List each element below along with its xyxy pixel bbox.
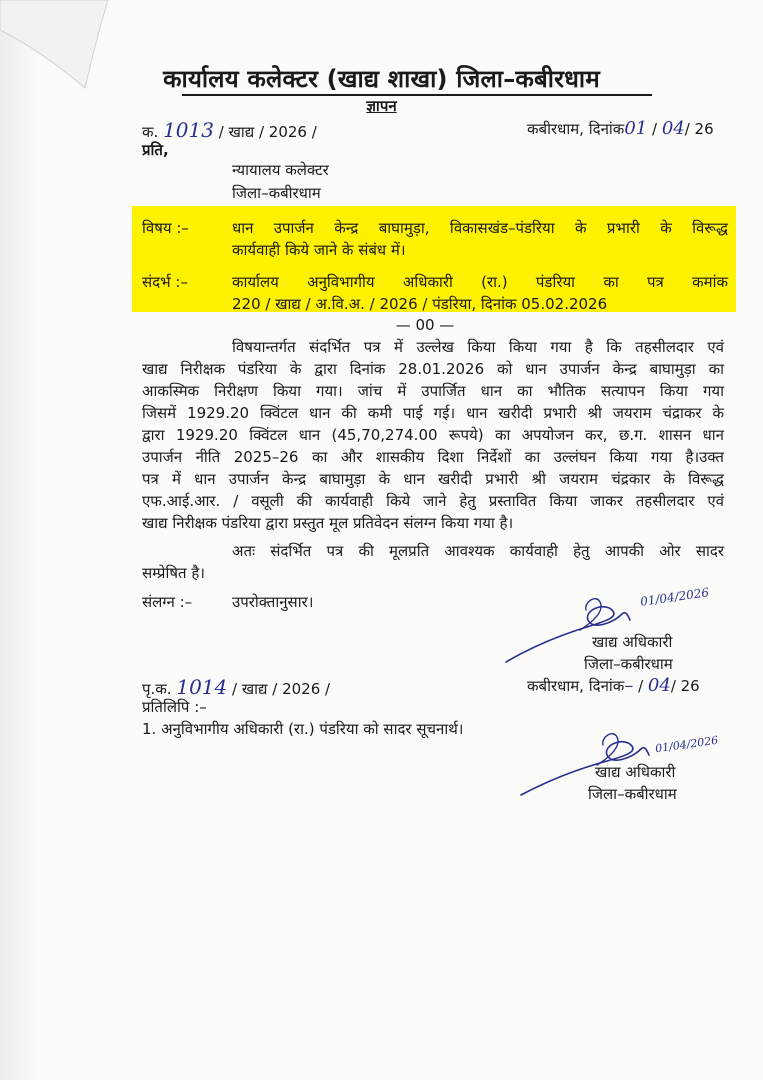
document-type: ज्ञापन bbox=[366, 97, 397, 115]
signature-1-designation: खाद्य अधिकारी bbox=[592, 633, 673, 651]
reference-date: कबीरधाम, दिनांक01 / 04/ 26 bbox=[527, 118, 714, 139]
office-title: कार्यालय कलेक्टर (खाद्य शाखा) जिला–कबीरधाम bbox=[163, 65, 600, 93]
body-line-4: जिसमें 1929.20 क्विंटल धान की कमी पाई गई। धान खरीदी प्रभारी श्री जयराम चंद्राकर के bbox=[142, 404, 724, 422]
context-label: संदर्भ :– bbox=[142, 273, 188, 291]
endorsement-place-date-label: कबीरधाम, दिनांक bbox=[527, 677, 625, 695]
context-line1: कार्यालय अनुविभागीय अधिकारी (रा.) पंडरिया का पत्र कमांक bbox=[232, 273, 728, 291]
copy-item-1: 1. अनुविभागीय अधिकारी (रा.) पंडरिया को सादर सूचनार्थ। bbox=[142, 720, 464, 738]
body-line-7: पत्र में धान उपार्जन केन्द्र बाघामुड़ा के धान खरीदी प्रभारी श्री जयराम चंद्रकार के विरूद्ध bbox=[142, 470, 724, 488]
signature-2-designation: खाद्य अधिकारी bbox=[595, 763, 676, 781]
handwritten-date-month: 04 bbox=[661, 118, 685, 139]
body-line-5: द्वारा 1929.20 क्विंटल धान (45,70,274.00 रूपये) का अपयोजन कर, छ.ग. शासन धान bbox=[142, 426, 724, 444]
endorsement-date: कबीरधाम, दिनांक– / 04/ 26 bbox=[527, 675, 700, 696]
body-line-6: उपार्जन नीति 2025–26 का और शासकीय दिशा निर्देशों का उल्लंघन किया गया है।उक्त bbox=[142, 448, 724, 466]
body-line-8: एफ.आई.आर. / वसूली की कार्यवाही किये जाने हेतु प्रस्तावित किया जाकर तहसीलदार एवं bbox=[142, 492, 724, 510]
handwritten-reference-number: 1013 bbox=[163, 118, 214, 142]
to-label: प्रति, bbox=[142, 141, 169, 159]
signature-2-date: 01/04/2026 bbox=[654, 733, 720, 756]
body-line-3: आकस्मिक निरीक्षण किया गया। जांच में उपार्जित धान का भौतिक सत्यापन किया गया bbox=[142, 382, 724, 400]
copy-label: प्रतिलिपि :– bbox=[142, 698, 207, 716]
reference-number bbox=[142, 118, 317, 142]
handwritten-endorsement-number: 1014 bbox=[176, 675, 228, 699]
closing-line-2: सम्प्रेषित है। bbox=[142, 564, 205, 582]
signature-1-district: जिला–कबीरधाम bbox=[584, 655, 673, 673]
closing-line-1: अतः संदर्भित पत्र की मूलप्रति आवश्यक कार्यवाही हेतु आपकी ओर सादर bbox=[232, 542, 724, 560]
addressee-line1: न्यायालय कलेक्टर bbox=[232, 161, 329, 179]
signature-1-date: 01/04/2026 bbox=[639, 585, 710, 609]
signature-2-district: जिला–कबीरधाम bbox=[588, 785, 677, 803]
subject-line2: कार्यवाही किये जाने के संबंध में। bbox=[232, 241, 406, 259]
scan-fold-shadow bbox=[0, 0, 40, 1080]
endorsement-prefix: पृ.क. bbox=[142, 680, 172, 698]
subject-line1: धान उपार्जन केन्द्र बाघामुड़ा, विकासखंड–पंडरिया के प्रभारी के विरूद्ध bbox=[232, 219, 728, 237]
enclosure-label: संलग्न :– bbox=[142, 593, 193, 611]
reference-prefix: क. bbox=[142, 123, 159, 141]
body-line-1: विषयान्तर्गत संदर्भित पत्र में उल्लेख किया किया गया है कि तहसीलदार एवं bbox=[232, 338, 724, 356]
date-year: / 26 bbox=[684, 120, 714, 138]
addressee-line2: जिला–कबीरधाम bbox=[232, 184, 321, 202]
endorsement-suffix: / खाद्य / 2026 / bbox=[232, 680, 331, 698]
context-line2: 220 / खाद्य / अ.वि.अ. / 2026 / पंडरिया, दिनांक 05.02.2026 bbox=[232, 295, 608, 313]
handwritten-endorsement-month: 04 bbox=[647, 675, 671, 696]
enclosure-value: उपरोक्तानुसार। bbox=[232, 593, 314, 611]
place-date-label: कबीरधाम, दिनांक bbox=[527, 120, 625, 138]
endorsement-number bbox=[142, 675, 330, 699]
separator: — 00 — bbox=[395, 316, 455, 334]
reference-suffix: / खाद्य / 2026 / bbox=[218, 123, 317, 141]
endorsement-date-year: / 26 bbox=[670, 677, 700, 695]
subject-label: विषय :– bbox=[142, 219, 189, 237]
handwritten-date-day: 01 bbox=[624, 118, 648, 139]
body-line-9: खाद्य निरीक्षक पंडरिया द्वारा प्रस्तुत मूल प्रतिवेदन संलग्न किया गया है। bbox=[142, 514, 514, 532]
body-line-2: खाद्य निरीक्षक पंडरिया के द्वारा दिनांक 28.01.2026 को धान उपार्जन केन्द्र बाघामुड़ा का bbox=[142, 360, 724, 378]
